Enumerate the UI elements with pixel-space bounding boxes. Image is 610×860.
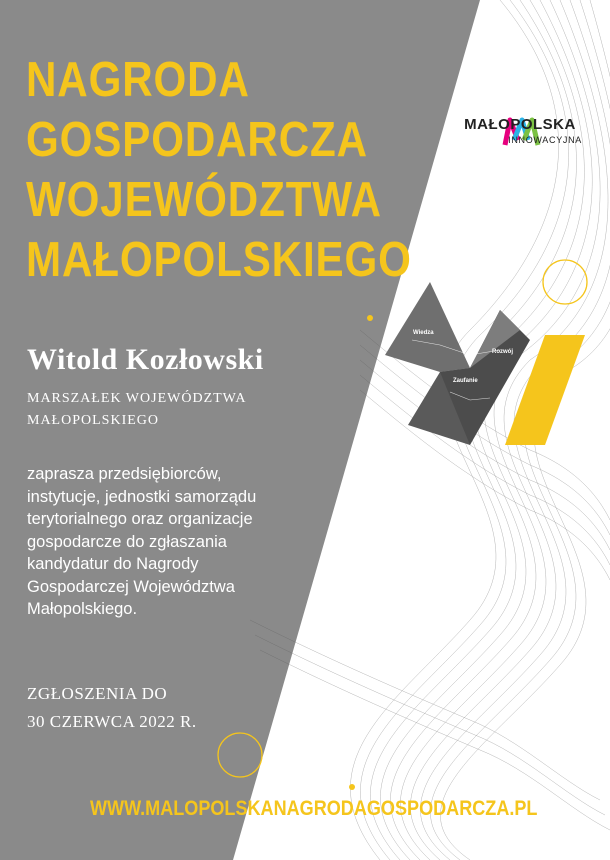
title-line-3: WOJEWÓDZTWA — [26, 173, 382, 227]
person-role — [27, 388, 246, 432]
title-line-4: MAŁOPOLSKIEGO — [26, 233, 412, 287]
deadline — [27, 680, 197, 736]
invitation-text: zaprasza przedsiębiorców, instytucje, jednostki samorządu terytorialnego oraz organizacje gospodarcze do zgłaszania kandydatur do Nagrody Gospodarczej Województwa Małopolskiego. — [27, 465, 257, 618]
title-line-1: NAGRODA — [26, 53, 250, 107]
label-zaufanie: Zaufanie — [453, 378, 478, 384]
deadline-line-2: 30 CZERWCA 2022 R. — [27, 712, 197, 731]
page-title — [26, 50, 475, 290]
label-rozwoj: Rozwój — [492, 349, 513, 355]
person-name: Witold Kozłowski — [27, 343, 264, 376]
yellow-dot-2 — [349, 784, 355, 790]
yellow-dot-1 — [367, 315, 373, 321]
title-line-2: GOSPODARCZA — [26, 113, 368, 167]
logo-subtitle: INNOWACYJNA — [508, 135, 582, 145]
logo-name: MAŁOPOLSKA — [464, 116, 576, 133]
malopolska-logo — [450, 112, 590, 145]
yellow-circle-bottom — [218, 733, 262, 777]
deadline-line-1: ZGŁOSZENIA DO — [27, 684, 168, 703]
label-wiedza: Wiedza — [413, 330, 434, 336]
website-link[interactable]: WWW.MALOPOLSKANAGRODAGOSPODARCZA.PL — [90, 797, 538, 820]
role-line-1: MARSZAŁEK WOJEWÓDZTWA — [27, 391, 247, 406]
role-line-2: MAŁOPOLSKIEGO — [27, 413, 159, 428]
